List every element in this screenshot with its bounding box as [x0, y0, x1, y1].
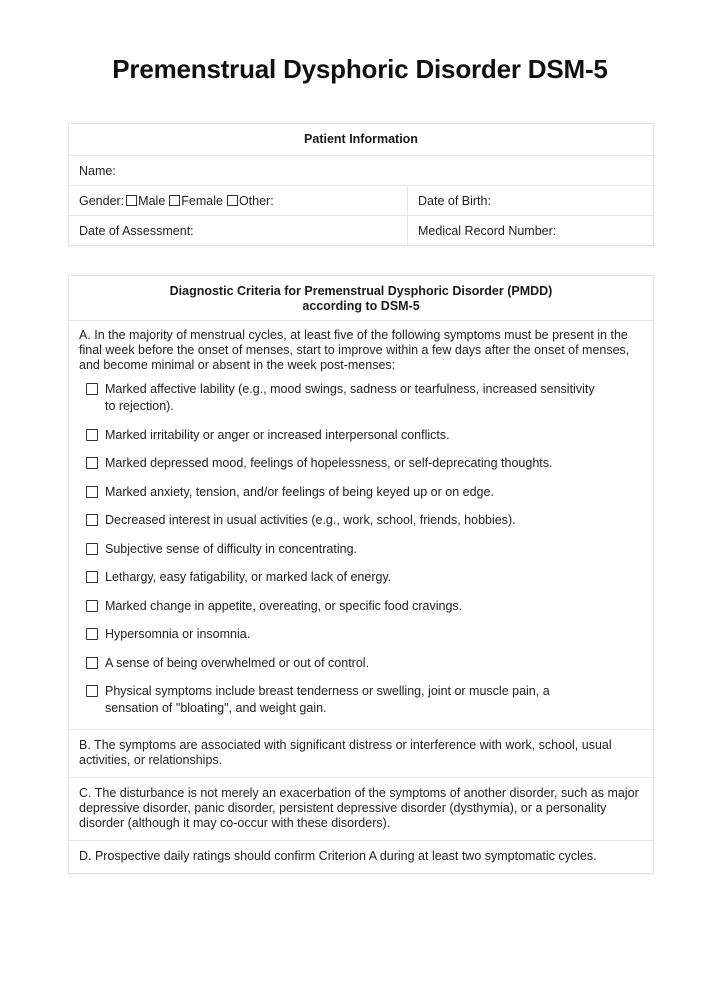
symptom-item[interactable] [79, 455, 643, 472]
symptom-label: Hypersomnia or insomnia. [105, 627, 251, 641]
symptom-item[interactable] [79, 427, 643, 444]
symptom-item[interactable] [79, 683, 643, 717]
symptom-item[interactable] [79, 484, 643, 501]
gender-field [69, 186, 408, 215]
symptom-checkbox[interactable] [86, 514, 98, 526]
symptom-label: Subjective sense of difficulty in concentrating. [105, 541, 357, 556]
gender-other-checkbox[interactable] [227, 195, 238, 206]
symptom-label: Marked anxiety, tension, and/or feelings of being keyed up or on edge. [105, 484, 494, 499]
symptom-item[interactable] [79, 626, 643, 643]
symptom-checkbox[interactable] [86, 600, 98, 612]
symptom-label: Marked depressed mood, feelings of hopelessness, or self-deprecating thoughts. [105, 456, 553, 470]
date-of-assessment-field[interactable] [69, 216, 408, 245]
gender-female-label: Female [181, 193, 223, 208]
criterion-d-text: D. Prospective daily ratings should confirm Criterion A during at least two symptomatic cycles. [79, 849, 597, 863]
patient-information-header: Patient Information [304, 132, 418, 146]
symptom-label: Marked irritability or anger or increased interpersonal conflicts. [105, 427, 450, 442]
symptom-checkbox[interactable] [86, 457, 98, 469]
symptom-checkbox[interactable] [86, 543, 98, 555]
criterion-a-text: A. In the majority of menstrual cycles, at least five of the following symptoms must be present in the final week before the onset of menses, start to improve within a few days after the onset of menses, and become minimal or absent in the week post-menses: [79, 328, 630, 372]
symptom-label: Lethargy, easy fatigability, or marked lack of energy. [105, 570, 392, 584]
symptom-checkbox[interactable] [86, 628, 98, 640]
criterion-a-section [69, 320, 653, 729]
symptom-item[interactable] [79, 541, 643, 558]
criterion-b-text: B. The symptoms are associated with significant distress or interference with work, school, usual activities, or relationships. [79, 738, 612, 767]
symptom-item[interactable] [79, 512, 643, 529]
symptom-label: Marked affective lability (e.g., mood swings, sadness or tearfulness, increased sensitivity to rejection). [105, 382, 595, 413]
medical-record-number-field[interactable] [408, 216, 653, 245]
gender-label: Gender: [79, 193, 125, 208]
gender-male-label: Male [138, 193, 166, 208]
symptom-checkbox[interactable] [86, 685, 98, 697]
symptom-label: Physical symptoms include breast tenderness or swelling, joint or muscle pain, a sensation of "bloating", and weight gain. [105, 684, 550, 715]
symptom-item[interactable] [79, 381, 643, 415]
gender-dob-row [69, 185, 653, 215]
symptom-label: Decreased interest in usual activities (e.g., work, school, friends, hobbies). [105, 513, 516, 527]
symptom-checkbox[interactable] [86, 657, 98, 669]
gender-male-checkbox[interactable] [126, 195, 137, 206]
diagnostic-criteria-subtitle: according to DSM-5 [302, 299, 420, 313]
criterion-d-section [69, 840, 653, 873]
symptom-item[interactable] [79, 655, 643, 672]
diagnostic-criteria-header [69, 276, 653, 320]
date-of-birth-field[interactable] [408, 186, 653, 215]
medical-record-number-label: Medical Record Number: [418, 224, 557, 238]
symptom-label: A sense of being overwhelmed or out of control. [105, 655, 370, 670]
criterion-c-text: C. The disturbance is not merely an exacerbation of the symptoms of another disorder, such as major depressive disorder, panic disorder, persistent depressive disorder (dysthymia), or a personality disorder (although it may co-occur with these disorders). [79, 786, 639, 830]
symptom-checklist [79, 373, 643, 721]
date-of-birth-label: Date of Birth: [418, 194, 491, 208]
symptom-label: Marked change in appetite, overeating, or specific food cravings. [105, 598, 463, 613]
symptom-checkbox[interactable] [86, 429, 98, 441]
gender-other-label: Other: [238, 193, 274, 208]
date-of-assessment-label: Date of Assessment: [79, 224, 194, 238]
name-label: Name: [79, 164, 116, 178]
assessment-mrn-row [69, 215, 653, 245]
document-title: Premenstrual Dysphoric Disorder DSM-5 [112, 54, 608, 84]
criterion-b-section [69, 729, 653, 777]
name-field[interactable] [69, 156, 653, 185]
gender-female-checkbox[interactable] [169, 195, 180, 206]
symptom-item[interactable] [79, 598, 643, 615]
diagnostic-criteria-table [68, 275, 654, 874]
criterion-c-section [69, 777, 653, 840]
symptom-checkbox[interactable] [86, 383, 98, 395]
symptom-item[interactable] [79, 569, 643, 586]
name-row [69, 155, 653, 185]
diagnostic-criteria-title: Diagnostic Criteria for Premenstrual Dysphoric Disorder (PMDD) [169, 284, 553, 298]
patient-information-table [68, 123, 654, 246]
symptom-checkbox[interactable] [86, 486, 98, 498]
symptom-checkbox[interactable] [86, 571, 98, 583]
